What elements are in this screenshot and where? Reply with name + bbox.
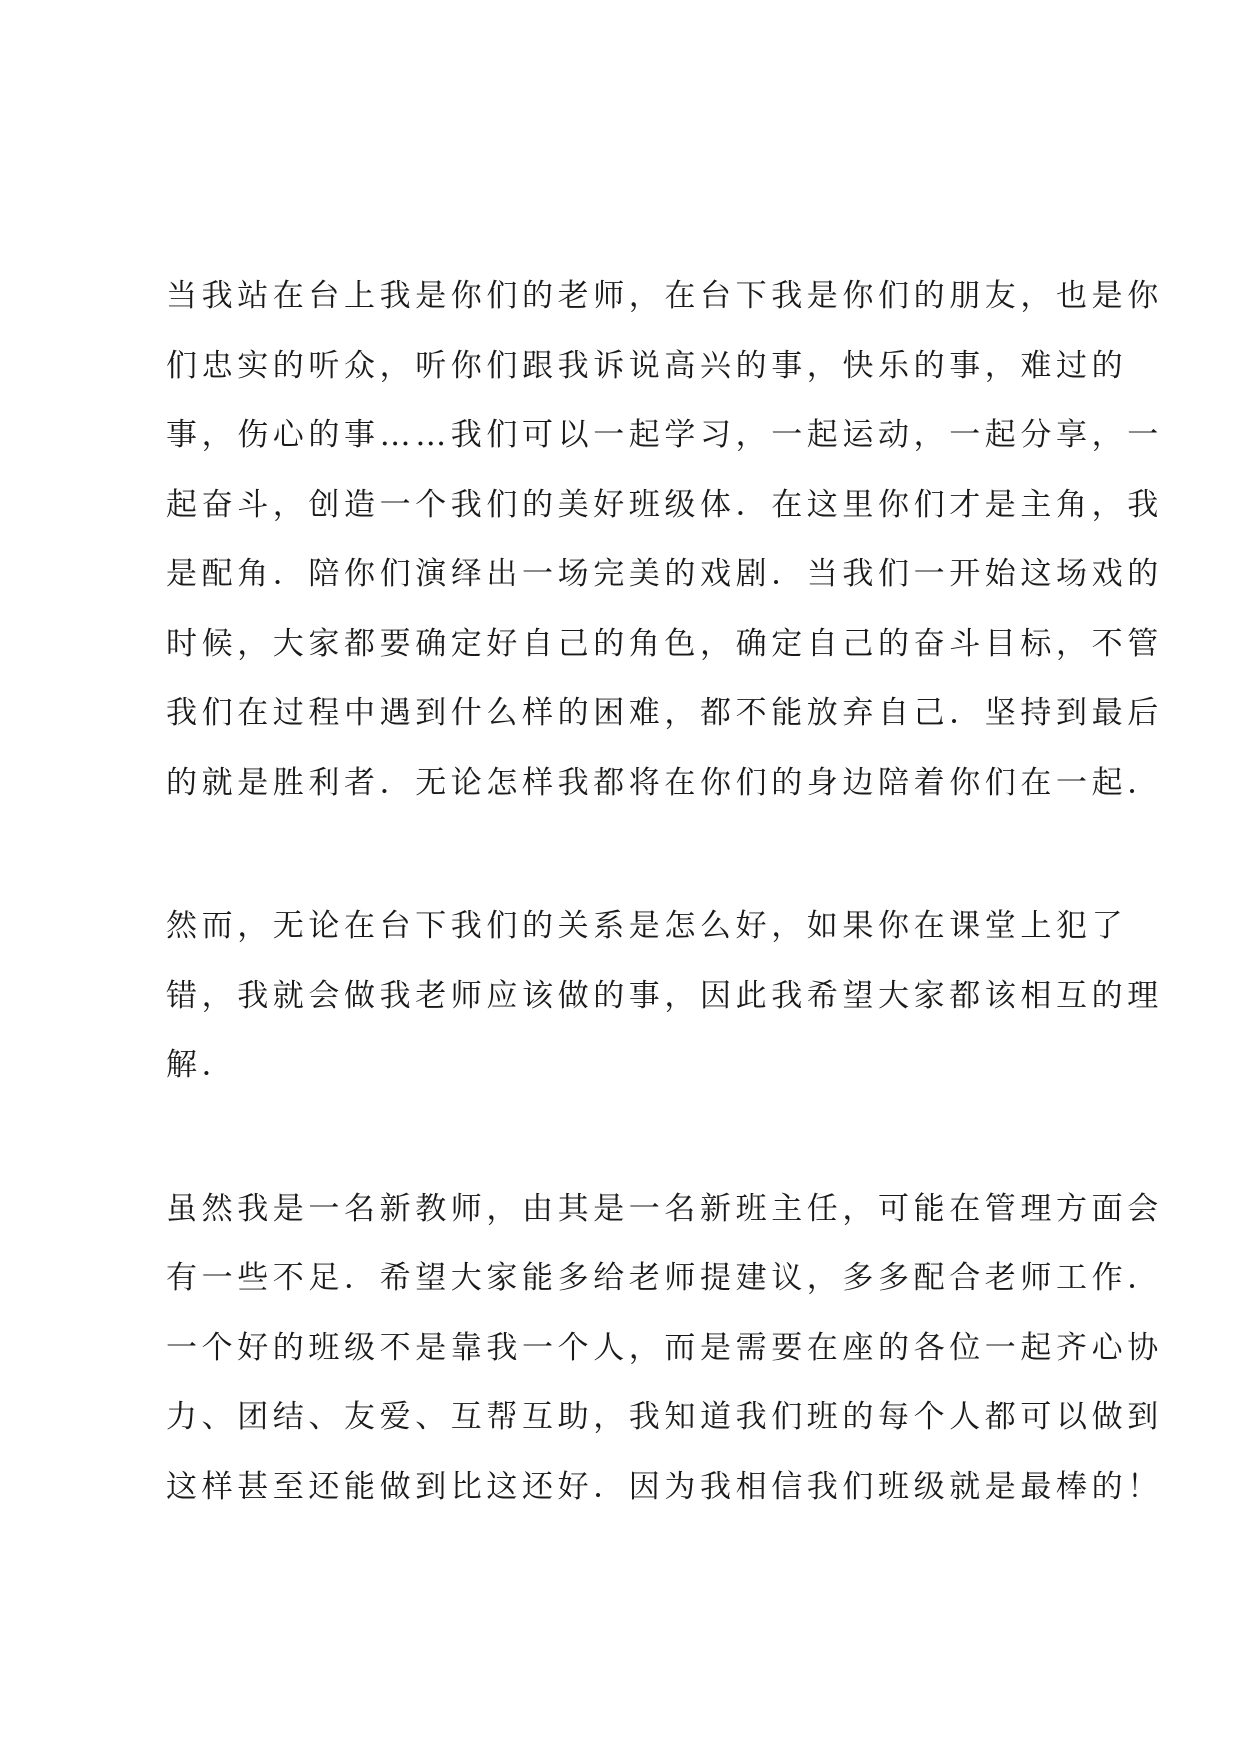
paragraph-1 [166, 262, 1163, 818]
paragraph-1-line: 当我站在台上我是你们的老师，在台下我是你们的朋友，也是你 [166, 278, 1163, 314]
paragraph-spacer [166, 818, 1086, 892]
paragraph-1-line: 我们在过程中遇到什么样的困难，都不能放弃自己．坚持到最后 [166, 695, 1163, 731]
paragraph-1-line: 们忠实的听众，听你们跟我诉说高兴的事，快乐的事，难过的 [166, 347, 1128, 384]
paragraph-2 [166, 892, 1163, 1101]
paragraph-3-line: 这样甚至还能做到比这还好．因为我相信我们班级就是最棒的！ [166, 1468, 1163, 1505]
paragraph-3-line: 一个好的班级不是靠我一个人，而是需要在座的各位一起齐心协 [166, 1329, 1163, 1366]
paragraph-1-line: 事，伤心的事……我们可以一起学习，一起运动，一起分享，一 [166, 417, 1163, 453]
paragraph-3 [166, 1175, 1163, 1523]
paragraph-3-line: 虽然我是一名新教师，由其是一名新班主任，可能在管理方面会 [166, 1190, 1163, 1227]
paragraph-2-line: 然而，无论在台下我们的关系是怎么好，如果你在课堂上犯了 [166, 908, 1128, 944]
paragraph-1-line: 时候，大家都要确定好自己的角色，确定自己的奋斗目标，不管 [166, 625, 1163, 662]
paragraph-3-line: 有一些不足．希望大家能多给老师提建议，多多配合老师工作． [166, 1260, 1163, 1296]
paragraph-1-line: 是配角．陪你们演绎出一场完美的戏剧．当我们一开始这场戏的 [166, 556, 1163, 592]
paragraph-spacer [166, 1101, 1086, 1175]
paragraph-1-line: 起奋斗，创造一个我们的美好班级体．在这里你们才是主角，我 [166, 486, 1163, 523]
paragraph-2-line: 错，我就会做我老师应该做的事，因此我希望大家都该相互的理 [166, 977, 1163, 1014]
paragraph-1-line: 的就是胜利者．无论怎样我都将在你们的身边陪着你们在一起． [166, 764, 1163, 801]
document-body [166, 262, 1163, 1522]
paragraph-2-line: 解． [166, 1047, 238, 1083]
paragraph-3-line: 力、团结、友爱、互帮互助，我知道我们班的每个人都可以做到 [166, 1399, 1163, 1435]
